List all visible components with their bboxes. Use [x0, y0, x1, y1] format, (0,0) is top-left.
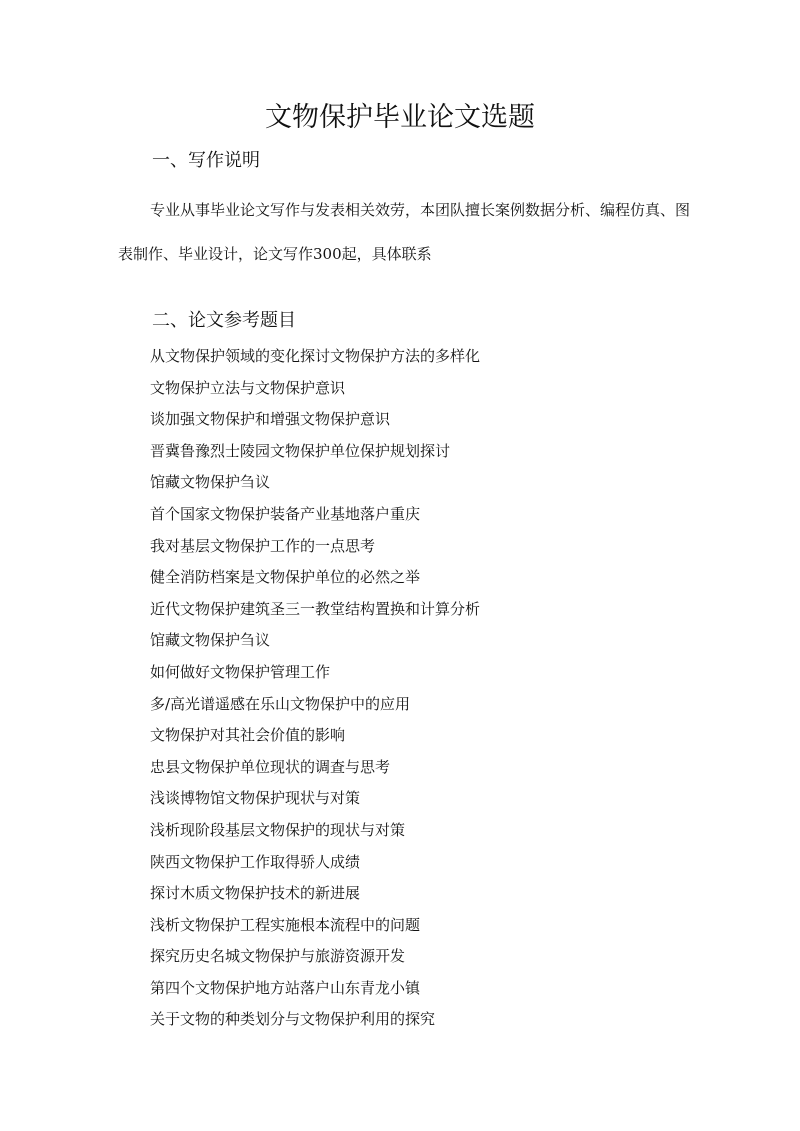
- topic-item: 健全消防档案是文物保护单位的必然之举: [150, 568, 421, 587]
- topic-item: 陕西文物保护工作取得骄人成绩: [150, 852, 361, 871]
- topic-item: 从文物保护领域的变化探讨文物保护方法的多样化: [150, 347, 481, 365]
- topic-item: 我对基层文物保护工作的一点思考: [150, 536, 376, 555]
- topic-item: 文物保护立法与文物保护意识: [150, 378, 346, 397]
- topic-item: 探讨木质文物保护技术的新进展: [150, 884, 361, 903]
- topic-item: 多/高光谱遥感在乐山文物保护中的应用: [150, 694, 411, 713]
- topic-item: 谈加强文物保护和增强文物保护意识: [150, 410, 391, 429]
- topic-item: 如何做好文物保护管理工作: [150, 662, 331, 681]
- topic-item: 近代文物保护建筑圣三一教堂结构置换和计算分析: [150, 599, 481, 618]
- topic-item: 第四个文物保护地方站落户山东青龙小镇: [150, 978, 421, 997]
- topic-item: 关于文物的种类划分与文物保护利用的探究: [150, 1010, 436, 1029]
- topic-item: 首个国家文物保护装备产业基地落户重庆: [150, 504, 421, 523]
- section-heading-writing-notes: 一、写作说明: [152, 150, 260, 171]
- document-title: 文物保护毕业论文选题: [265, 102, 535, 133]
- topic-item: 探究历史名城文物保护与旅游资源开发: [150, 947, 406, 966]
- topic-item: 馆藏文物保护刍议: [150, 631, 271, 650]
- topic-item: 晋冀鲁豫烈士陵园文物保护单位保护规划探讨: [150, 441, 451, 460]
- topic-item: 浅析现阶段基层文物保护的现状与对策: [150, 820, 406, 839]
- section-heading-reference-topics: 二、论文参考题目: [152, 310, 296, 331]
- topic-item: 馆藏文物保护刍议: [150, 473, 271, 492]
- topic-item: 忠县文物保护单位现状的调查与思考: [150, 757, 391, 776]
- topic-list: [150, 341, 480, 1036]
- topic-item: 文物保护对其社会价值的影响: [150, 726, 346, 745]
- topic-item: 浅析文物保护工程实施根本流程中的问题: [150, 915, 421, 934]
- writing-notes-paragraph: 专业从事毕业论文写作与发表相关效劳，本团队擅长案例数据分析、编程仿真、图表制作、毕业设计，论文写作300起，具体联系: [118, 201, 691, 263]
- topic-item: 浅谈博物馆文物保护现状与对策: [150, 789, 361, 808]
